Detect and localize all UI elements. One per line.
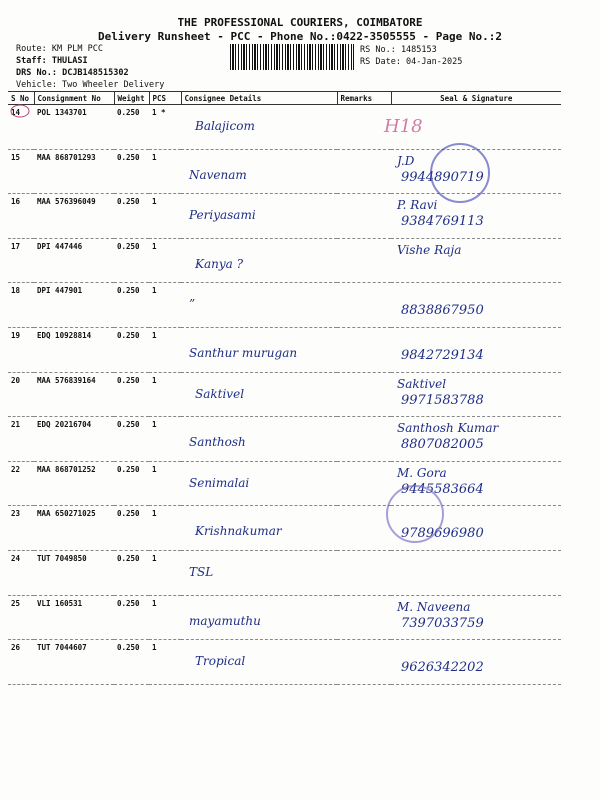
signature-cell bbox=[391, 550, 561, 595]
remarks-cell bbox=[337, 506, 391, 551]
signature-text: Saktivel bbox=[397, 376, 447, 391]
sno-cell: 23 bbox=[8, 506, 34, 551]
remarks-cell bbox=[337, 595, 391, 640]
col-remarks: Remarks bbox=[337, 92, 391, 105]
remarks-cell bbox=[337, 238, 391, 283]
consignee-handwritten-name: Saktivel bbox=[195, 386, 245, 401]
vehicle: Vehicle: Two Wheeler Delivery bbox=[16, 80, 165, 90]
weight-cell: 0.250 bbox=[114, 194, 149, 239]
left-meta bbox=[16, 43, 164, 91]
consignee-handwritten-name: Krishnakumar bbox=[195, 524, 282, 539]
consignment-cell: EDQ 20216704 bbox=[34, 417, 114, 462]
remarks-cell bbox=[337, 461, 391, 506]
remarks-cell bbox=[337, 327, 391, 372]
consignee-cell bbox=[181, 283, 337, 328]
col-consignee: Consignee Details bbox=[181, 92, 337, 105]
pcs-cell: 1 bbox=[149, 461, 181, 506]
signature-phone: 9789696980 bbox=[401, 526, 484, 542]
signature-cell bbox=[391, 238, 561, 283]
route: Route: KM PLM PCC bbox=[16, 44, 103, 54]
weight-cell: 0.250 bbox=[114, 327, 149, 372]
sno-cell: 20 bbox=[8, 372, 34, 417]
staff: Staff: THULASI bbox=[16, 56, 88, 66]
consignee-cell bbox=[181, 550, 337, 595]
consignee-handwritten-name: Balajicom bbox=[195, 119, 255, 133]
drs-number bbox=[16, 67, 164, 79]
company-title: THE PROFESSIONAL COURIERS, COIMBATORE bbox=[177, 16, 423, 29]
table-header bbox=[8, 92, 561, 105]
col-pcs: PCS bbox=[149, 92, 181, 105]
sno-cell: 26 bbox=[8, 640, 34, 685]
pcs-cell: 1 bbox=[149, 283, 181, 328]
signature-cell bbox=[391, 327, 561, 372]
remarks-cell bbox=[337, 550, 391, 595]
signature-phone: 8807082005 bbox=[401, 437, 484, 453]
sno-cell: 21 bbox=[8, 417, 34, 462]
remarks-cell bbox=[337, 372, 391, 417]
signature-text: Santhosh Kumar bbox=[397, 421, 499, 436]
pcs-cell: 1 bbox=[149, 238, 181, 283]
signature-text: Vishe Raja bbox=[397, 242, 462, 257]
sno-cell: 25 bbox=[8, 595, 34, 640]
sno-cell: 14 bbox=[8, 105, 34, 150]
remarks-cell bbox=[337, 194, 391, 239]
consignment-cell: POL 1343701 bbox=[34, 105, 114, 150]
pcs-cell: 1 bbox=[149, 640, 181, 685]
table-row bbox=[8, 550, 561, 595]
consignment-cell: MAA 650271025 bbox=[34, 506, 114, 551]
signature-text: M. Naveena bbox=[397, 599, 471, 614]
rs-date: RS Date: 04-Jan-2025 bbox=[360, 57, 463, 67]
sno-cell: 16 bbox=[8, 194, 34, 239]
col-weight: Weight bbox=[114, 92, 149, 105]
pcs-cell: 1 bbox=[149, 595, 181, 640]
weight-cell: 0.250 bbox=[114, 461, 149, 506]
weight-cell: 0.250 bbox=[114, 372, 149, 417]
signature-phone: 9842729134 bbox=[401, 347, 484, 363]
consignee-cell bbox=[181, 461, 337, 506]
sno-cell: 18 bbox=[8, 283, 34, 328]
pcs-cell: 1 bbox=[149, 327, 181, 372]
sno-cell: 17 bbox=[8, 238, 34, 283]
col-sno: S No bbox=[8, 92, 34, 105]
table-row bbox=[8, 595, 561, 640]
weight-cell: 0.250 bbox=[114, 595, 149, 640]
barcode bbox=[230, 44, 354, 70]
signature-phone: 9971583788 bbox=[401, 392, 484, 408]
signature-phone: 9944890719 bbox=[401, 169, 484, 185]
sno-cell: 22 bbox=[8, 461, 34, 506]
weight-cell: 0.250 bbox=[114, 105, 149, 150]
consignee-handwritten-name: mayamuthu bbox=[189, 613, 261, 628]
right-meta bbox=[360, 44, 462, 68]
pcs-cell: 1 bbox=[149, 417, 181, 462]
consignment-cell: VLI 160531 bbox=[34, 595, 114, 640]
consignee-handwritten-name: Santhur murugan bbox=[189, 345, 298, 360]
consignee-handwritten-name: Santhosh bbox=[189, 435, 246, 450]
pcs-cell: 1 bbox=[149, 372, 181, 417]
table-row bbox=[8, 194, 561, 239]
sno-cell: 15 bbox=[8, 149, 34, 194]
remarks-cell bbox=[337, 640, 391, 685]
remarks-cell bbox=[337, 105, 391, 150]
consignee-handwritten-name: Kanya ? bbox=[195, 256, 244, 271]
signature-cell bbox=[391, 640, 561, 685]
consignment-cell: MAA 868701252 bbox=[34, 461, 114, 506]
consignee-cell bbox=[181, 149, 337, 194]
consignee-cell bbox=[181, 595, 337, 640]
shop-seal-stamp bbox=[386, 485, 444, 543]
pcs-cell: 1 bbox=[149, 149, 181, 194]
consignee-cell bbox=[181, 372, 337, 417]
consignee-cell bbox=[181, 506, 337, 551]
table-row bbox=[8, 327, 561, 372]
remark-mark: H18 bbox=[384, 116, 423, 137]
table-row bbox=[8, 640, 561, 685]
consignee-handwritten-name: Senimalai bbox=[189, 475, 250, 490]
signature-phone: 9626342202 bbox=[401, 660, 484, 676]
weight-cell: 0.250 bbox=[114, 238, 149, 283]
signature-phone: 9384769113 bbox=[401, 214, 484, 230]
pcs-cell: 1 bbox=[149, 550, 181, 595]
weight-cell: 0.250 bbox=[114, 283, 149, 328]
consignee-handwritten-name: TSL bbox=[189, 564, 214, 579]
pcs-cell: 1 bbox=[149, 506, 181, 551]
consignee-handwritten-name: Navenam bbox=[189, 167, 247, 182]
weight-cell: 0.250 bbox=[114, 640, 149, 685]
drs-value: DCJB148515302 bbox=[62, 68, 129, 78]
consignee-cell bbox=[181, 105, 337, 150]
consignee-handwritten-name: Periyasami bbox=[189, 208, 256, 223]
weight-cell: 0.250 bbox=[114, 149, 149, 194]
consignment-cell: DPI 447901 bbox=[34, 283, 114, 328]
pcs-cell: 1 * bbox=[149, 105, 181, 150]
table-row bbox=[8, 372, 561, 417]
weight-cell: 0.250 bbox=[114, 550, 149, 595]
sno-cell: 24 bbox=[8, 550, 34, 595]
table-row bbox=[8, 105, 561, 150]
consignee-handwritten-name: Tropical bbox=[195, 654, 246, 669]
consignment-cell: MAA 576839164 bbox=[34, 372, 114, 417]
weight-cell: 0.250 bbox=[114, 506, 149, 551]
col-consignment: Consignment No bbox=[34, 92, 114, 105]
signature-phone: 7397033759 bbox=[401, 615, 484, 631]
table-row bbox=[8, 506, 561, 551]
pcs-cell: 1 bbox=[149, 194, 181, 239]
table-row bbox=[8, 238, 561, 283]
signature-cell bbox=[391, 194, 561, 239]
signature-text: P. Ravi bbox=[397, 198, 438, 213]
consignment-cell: TUT 7044607 bbox=[34, 640, 114, 685]
consignee-cell bbox=[181, 238, 337, 283]
consignee-cell bbox=[181, 327, 337, 372]
consignee-cell bbox=[181, 417, 337, 462]
remarks-cell bbox=[337, 149, 391, 194]
weight-cell: 0.250 bbox=[114, 417, 149, 462]
consignment-cell: MAA 576396049 bbox=[34, 194, 114, 239]
signature-cell bbox=[391, 595, 561, 640]
consignee-cell bbox=[181, 640, 337, 685]
col-signature: Seal & Signature bbox=[391, 92, 561, 105]
runsheet-title: Delivery Runsheet - PCC - Phone No.:0422-3505555 - Page No.:2 bbox=[98, 30, 502, 43]
signature-cell bbox=[391, 372, 561, 417]
circled-sno-mark bbox=[10, 103, 32, 119]
signature-cell bbox=[391, 417, 561, 462]
consignment-cell: EDQ 10928814 bbox=[34, 327, 114, 372]
signature-phone: 9445583664 bbox=[401, 481, 484, 497]
signature-text: J.D bbox=[397, 153, 415, 168]
consignee-handwritten-name: ” bbox=[189, 297, 196, 312]
consignee-cell bbox=[181, 194, 337, 239]
consignment-cell: TUT 7049850 bbox=[34, 550, 114, 595]
remarks-cell bbox=[337, 283, 391, 328]
table-row bbox=[8, 417, 561, 462]
sno-cell: 19 bbox=[8, 327, 34, 372]
consignment-cell: DPI 447446 bbox=[34, 238, 114, 283]
table-row bbox=[8, 461, 561, 506]
rs-number: RS No.: 1485153 bbox=[360, 45, 437, 55]
signature-text: M. Gora bbox=[397, 465, 447, 480]
company-seal-stamp bbox=[430, 143, 490, 203]
signature-phone: 8838867950 bbox=[401, 303, 484, 319]
drs-label: DRS No.: bbox=[16, 68, 57, 78]
consignment-cell: MAA 868701293 bbox=[34, 149, 114, 194]
table-row bbox=[8, 283, 561, 328]
signature-cell bbox=[391, 283, 561, 328]
remarks-cell bbox=[337, 417, 391, 462]
